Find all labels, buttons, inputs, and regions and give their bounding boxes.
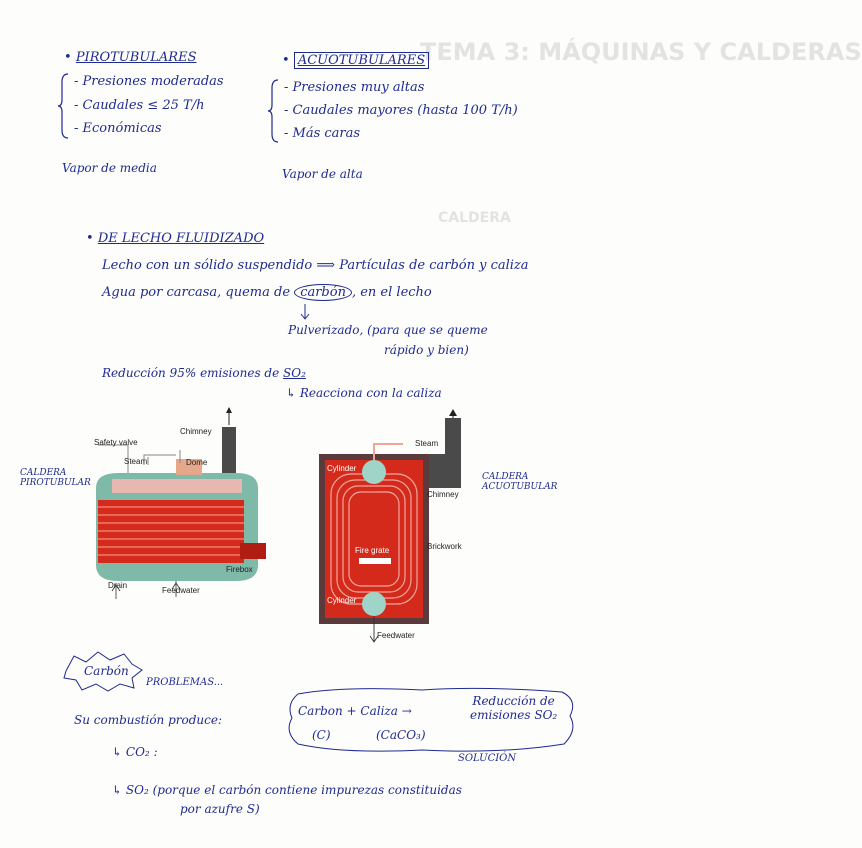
pirotubulares-title: PIROTUBULARES bbox=[75, 50, 197, 65]
acuotubulares-item-3: - Más caras bbox=[284, 126, 361, 141]
right-arrow-icon: → bbox=[401, 704, 412, 718]
return-arrow-icon: ↳ bbox=[286, 386, 297, 400]
lecho-line-2: Agua por carcasa, quema de carbón , en el lecho bbox=[102, 285, 432, 300]
pulverizado-line-2: rápido y bien) bbox=[384, 343, 469, 357]
feedwater-label: Feedwater bbox=[377, 631, 415, 640]
bleed-through-title: TEMA 3: MÁQUINAS Y CALDERAS bbox=[420, 38, 862, 66]
pirotubulares-item-3: - Económicas bbox=[74, 121, 162, 136]
co2-line: ↳ CO₂ : bbox=[112, 745, 158, 759]
pirotubulares-vapor: Vapor de media bbox=[62, 161, 157, 175]
acuotubulares-item-1: - Presiones muy altas bbox=[284, 80, 425, 95]
down-arrow-icon bbox=[300, 304, 310, 320]
carbon-circled: carbón bbox=[294, 284, 352, 301]
brickwork-label: Brickwork bbox=[427, 542, 462, 551]
pirotubulares-item-2: - Caudales ≤ 25 T/h bbox=[74, 98, 205, 113]
steam-label: Steam bbox=[124, 457, 148, 466]
reduccion-line: Reducción 95% emisiones de SO₂ bbox=[102, 366, 306, 380]
cylinder-bottom-label: Cylinder bbox=[327, 596, 357, 605]
solucion-label: SOLUCIÓN bbox=[458, 753, 517, 764]
double-arrow-icon: ⟹ bbox=[316, 258, 336, 273]
acuotubular-diagram bbox=[315, 410, 475, 642]
bullet-icon: • bbox=[86, 231, 94, 246]
left-brace-icon bbox=[58, 72, 70, 140]
left-brace-icon bbox=[268, 78, 280, 144]
dome-label: Dome bbox=[186, 458, 208, 467]
firegrate-label: Fire grate bbox=[355, 546, 390, 555]
pulverizado-line-1: Pulverizado, (para que se queme bbox=[288, 323, 488, 337]
so2-line-2: por azufre S) bbox=[180, 802, 260, 816]
bleed-through-fragment: CALDERA bbox=[438, 210, 511, 226]
firebox-label: Firebox bbox=[226, 565, 253, 574]
acuotubulares-title: ACUOTUBULARES bbox=[294, 52, 429, 69]
solucion-caco3: (CaCO₃) bbox=[376, 728, 426, 742]
acuotubulares-item-2: - Caudales mayores (hasta 100 T/h) bbox=[284, 103, 518, 118]
so2-line-1: ↳ SO₂ (porque el carbón contiene impurezas constituidas bbox=[112, 783, 462, 797]
problemas-label: PROBLEMAS... bbox=[146, 677, 224, 688]
bullet-icon: • bbox=[282, 53, 290, 68]
solucion-reactants: Carbon + Caliza → bbox=[298, 704, 412, 718]
lecho-title: DE LECHO FLUIDIZADO bbox=[97, 231, 265, 246]
chimney-label: Chimney bbox=[180, 427, 212, 436]
cylinder-top-label: Cylinder bbox=[327, 464, 357, 473]
acuotubulares-heading bbox=[282, 53, 429, 68]
reacciona-line: ↳ Reacciona con la caliza bbox=[286, 386, 442, 400]
acuotubulares-vapor: Vapor de alta bbox=[282, 167, 363, 181]
drain-label: Drain bbox=[108, 581, 128, 590]
caldera-acuotubular-label: CALDERA ACUOTUBULAR bbox=[482, 472, 558, 492]
pirotubulares-item-1: - Presiones moderadas bbox=[74, 74, 224, 89]
steam-label: Steam bbox=[415, 439, 439, 448]
feedwater-label: Feedwater bbox=[162, 586, 200, 595]
lecho-heading bbox=[86, 231, 264, 246]
chimney-label: Chimney bbox=[427, 490, 459, 499]
return-arrow-icon: ↳ bbox=[112, 745, 123, 759]
bullet-icon: • bbox=[64, 50, 72, 65]
safety-valve-label: Safety valve bbox=[94, 438, 138, 447]
pirotubulares-heading bbox=[64, 50, 196, 65]
caldera-pirotubular-label: CALDERA PIROTUBULAR bbox=[20, 468, 91, 488]
combustion-intro: Su combustión produce: bbox=[74, 713, 223, 727]
lecho-line-1: Lecho con un sólido suspendido ⟹ Partículas de carbón y caliza bbox=[102, 258, 529, 273]
so2-label: SO₂ bbox=[283, 366, 306, 380]
solucion-result: Reducción de emisiones SO₂ bbox=[470, 694, 558, 722]
carbon-badge: Carbón bbox=[84, 664, 129, 678]
pirotubular-diagram bbox=[88, 405, 268, 605]
return-arrow-icon: ↳ bbox=[112, 783, 123, 797]
solucion-c: (C) bbox=[312, 728, 331, 742]
